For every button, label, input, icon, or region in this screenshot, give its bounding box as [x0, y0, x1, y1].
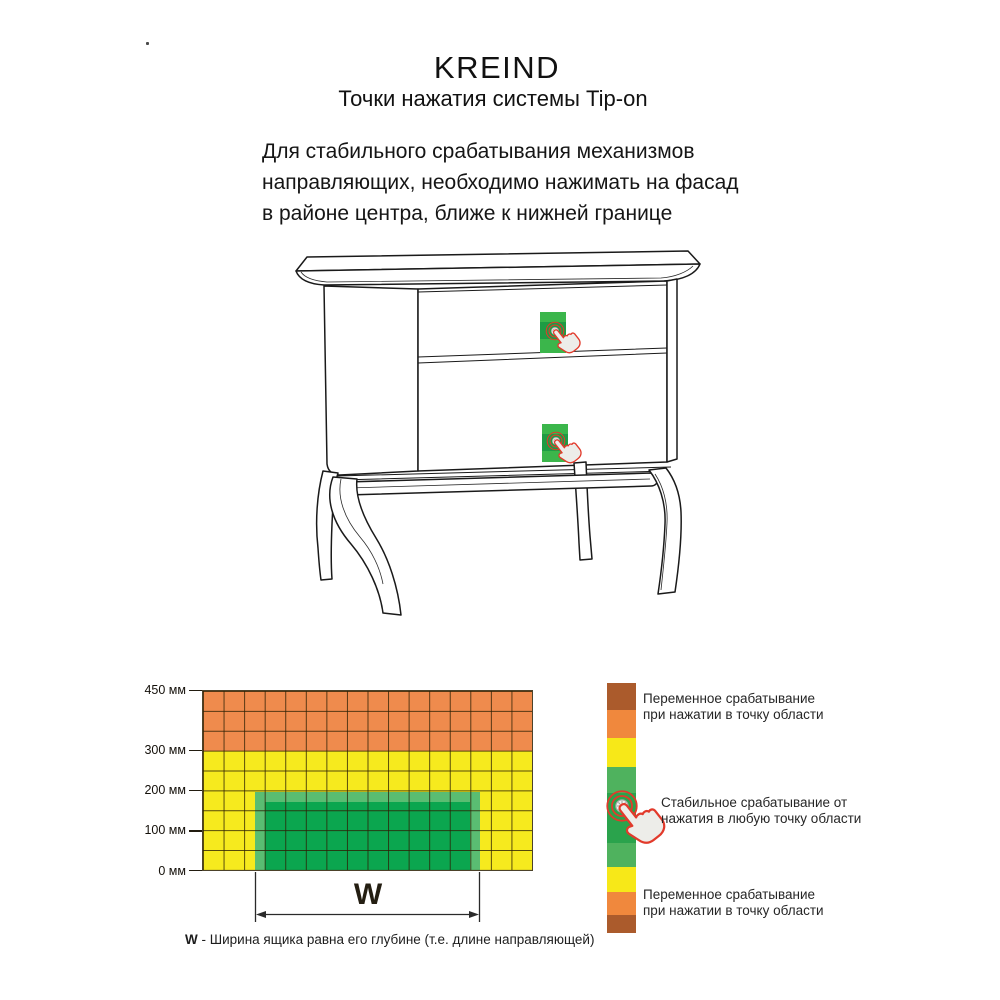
axis-tick-label: 0 мм: [158, 863, 186, 878]
base-rail: [340, 473, 658, 495]
width-label: W: [353, 878, 383, 911]
press-zone-grid: [202, 690, 533, 871]
legend-bar-segment: [607, 915, 636, 933]
legend-bar-segment: [607, 710, 636, 738]
legend-entry: [643, 691, 824, 723]
caption-text: - Ширина ящика равна его глубине (т.е. длине направляющей): [197, 932, 595, 947]
stray-dot-mark: [146, 42, 149, 45]
legend-entry-line: при нажатии в точку области: [643, 707, 824, 722]
caption-term: W: [185, 932, 198, 947]
legend-entry: [661, 795, 861, 827]
axis-tick-label: 200 мм: [144, 783, 186, 797]
legend-bar-segment: [607, 892, 636, 915]
intro-line: в районе центра, ближе к нижней границе: [262, 202, 673, 225]
cabinet-left-panel: [324, 286, 418, 475]
legend-bar-segment: [607, 683, 636, 710]
axis-tick-mark: [189, 830, 202, 831]
legend-bar-segment: [607, 867, 636, 892]
legend-bar-segment: [607, 738, 636, 767]
page-subtitle: Точки нажатия системы Tip-on: [338, 86, 648, 111]
zone-gridlines: [203, 691, 532, 870]
intro-line: Для стабильного срабатывания механизмов: [262, 140, 695, 163]
legend-entry-line: нажатия в любую точку области: [661, 811, 862, 826]
intro-line: направляющих, необходимо нажимать на фасад: [262, 171, 739, 194]
axis-tick-label: 100 мм: [144, 823, 186, 838]
axis-tick-label: 300 мм: [144, 742, 186, 757]
axis-tick-mark: [189, 790, 202, 791]
axis-tick-mark: [189, 750, 202, 751]
nightstand-illustration: [230, 240, 730, 635]
axis-tick-mark: [189, 870, 202, 871]
legend-entry-line: Переменное срабатывание: [643, 691, 816, 706]
arrowhead-left: [256, 911, 266, 918]
legend-entry-line: Стабильное срабатывание от: [661, 795, 848, 810]
cabinet-right-stile: [667, 279, 677, 462]
axis-tick-label: 450 мм: [144, 682, 186, 697]
legend-entry: [643, 887, 824, 919]
arrowhead-right: [469, 911, 479, 918]
diagram-caption: [185, 932, 594, 947]
legend-entry-line: при нажатии в точку области: [643, 903, 824, 918]
axis-tick-mark: [189, 690, 202, 691]
intro-paragraph: [262, 136, 739, 229]
legend-entry-line: Переменное срабатывание: [643, 887, 816, 902]
brand-title: KREIND: [433, 50, 561, 85]
leg-front-right: [649, 468, 681, 594]
